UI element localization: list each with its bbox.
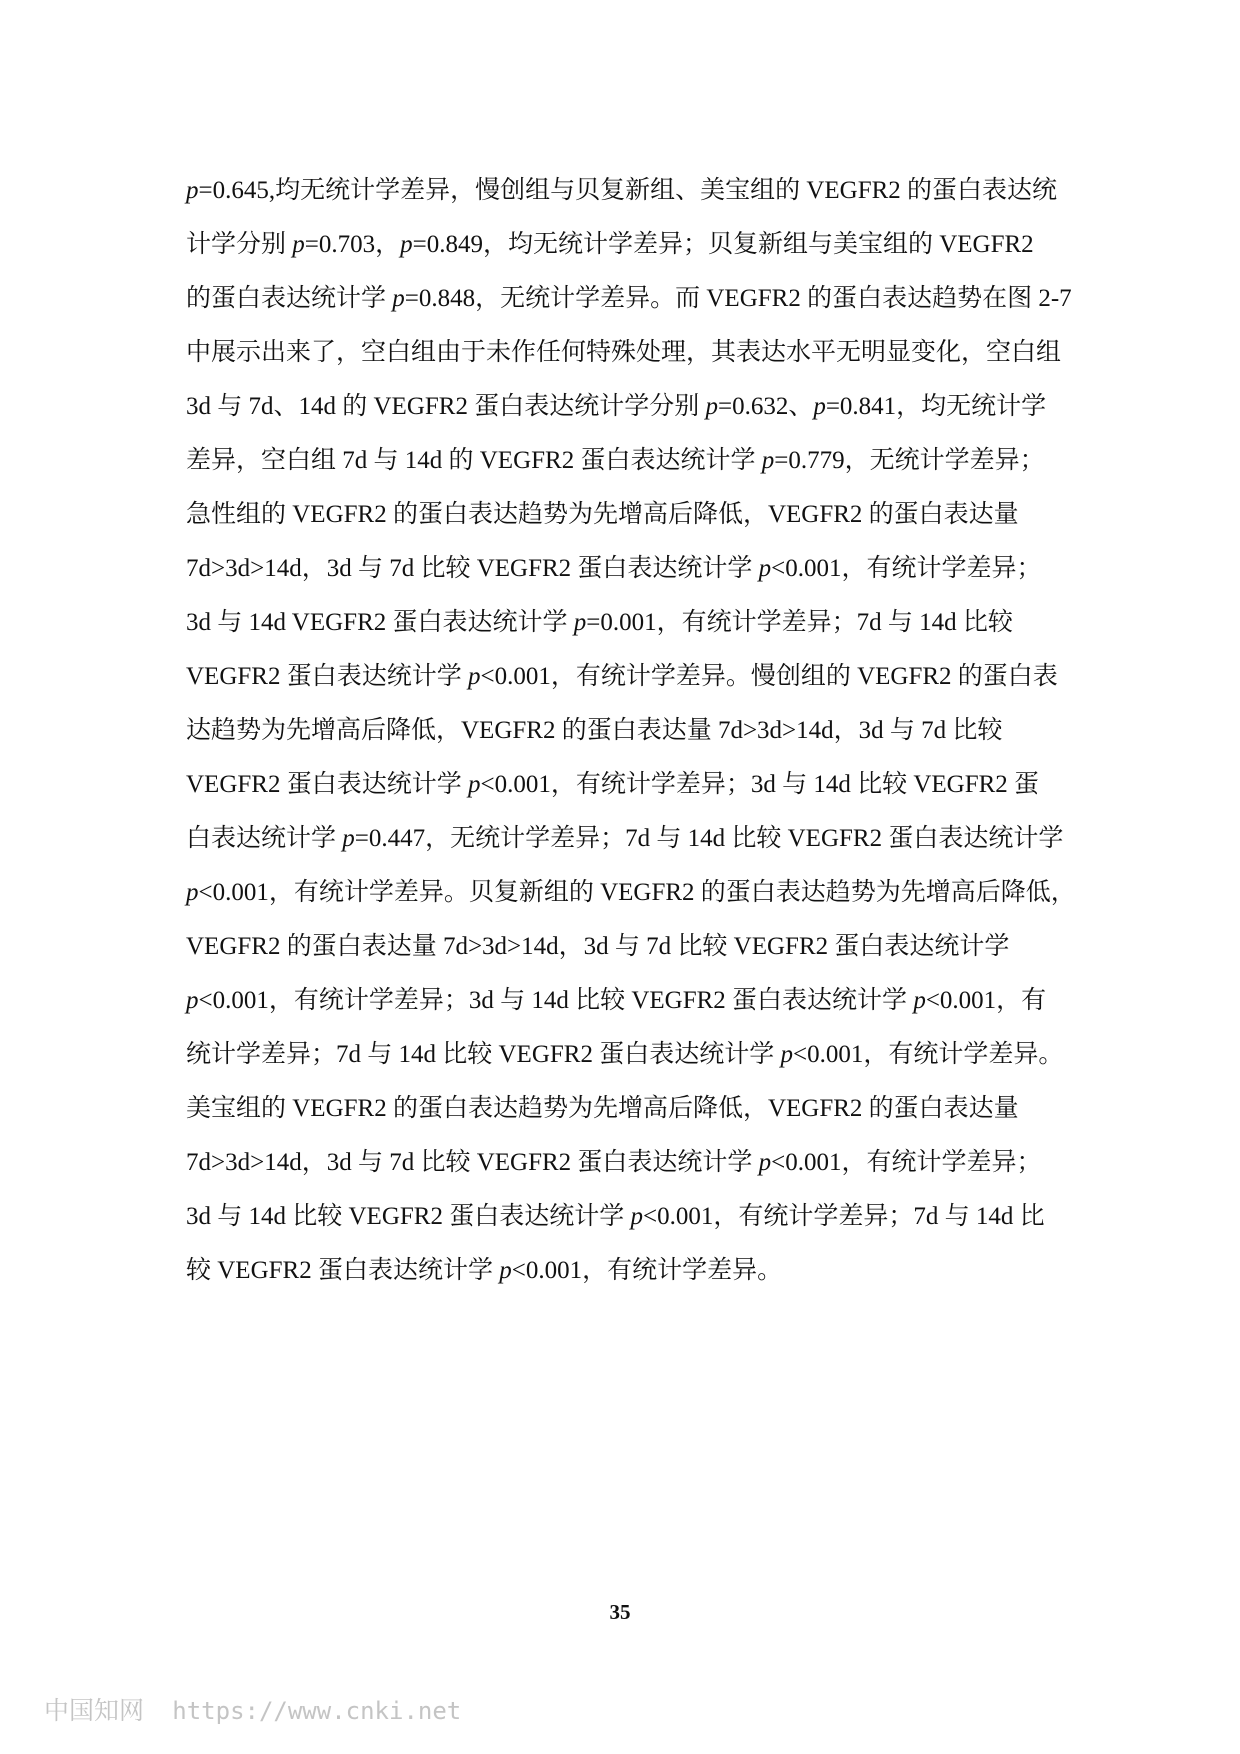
watermark-url: https://www.cnki.net <box>172 1697 462 1725</box>
text-line: 中展示出来了，空白组由于未作任何特殊处理，其表达水平无明显变化，空白组 <box>186 339 1062 366</box>
watermark <box>44 1697 461 1726</box>
text-line: 3d 与 14d 比较 VEGFR2 蛋白表达统计学 p<0.001，有统计学差异；7d 与 14d 比 <box>186 1203 1045 1230</box>
text-line: p<0.001，有统计学差异；3d 与 14d 比较 VEGFR2 蛋白表达统计学 p<0.001，有 <box>186 987 1047 1014</box>
body-text <box>186 164 1076 1298</box>
text-line: 3d 与 7d、14d 的 VEGFR2 蛋白表达统计学分别 p=0.632、p=0.841，均无统计学 <box>186 393 1047 420</box>
text-line: p=0.645,均无统计学差异，慢创组与贝复新组、美宝组的 VEGFR2 的蛋白表达统 <box>186 177 1058 204</box>
text-line: 达趋势为先增高后降低，VEGFR2 的蛋白表达量 7d>3d>14d，3d 与 7d 比较 <box>186 717 1003 744</box>
text-line: 较 VEGFR2 蛋白表达统计学 p<0.001，有统计学差异。 <box>186 1257 783 1284</box>
text-line: VEGFR2 蛋白表达统计学 p<0.001，有统计学差异。慢创组的 VEGFR2 的蛋白表 <box>186 663 1058 690</box>
text-line: 计学分别 p=0.703，p=0.849，均无统计学差异；贝复新组与美宝组的 VEGFR2 <box>186 231 1034 258</box>
text-line: 白表达统计学 p=0.447，无统计学差异；7d 与 14d 比较 VEGFR2 蛋白表达统计学 <box>186 825 1064 852</box>
text-line: 7d>3d>14d，3d 与 7d 比较 VEGFR2 蛋白表达统计学 p<0.001，有统计学差异； <box>186 555 1042 582</box>
text-line: 3d 与 14d VEGFR2 蛋白表达统计学 p=0.001，有统计学差异；7d 与 14d 比较 <box>186 609 1013 636</box>
text-line: VEGFR2 蛋白表达统计学 p<0.001，有统计学差异；3d 与 14d 比较 VEGFR2 蛋 <box>186 771 1040 798</box>
text-line: 美宝组的 VEGFR2 的蛋白表达趋势为先增高后降低，VEGFR2 的蛋白表达量 <box>186 1095 1019 1122</box>
text-line: 统计学差异；7d 与 14d 比较 VEGFR2 蛋白表达统计学 p<0.001，有统计学差异。 <box>186 1041 1064 1068</box>
page-number: 35 <box>609 1600 631 1624</box>
watermark-brand: 中国知网 <box>44 1698 145 1725</box>
text-line: 的蛋白表达统计学 p=0.848，无统计学差异。而 VEGFR2 的蛋白表达趋势在图 2-7 <box>186 285 1072 312</box>
text-line: 急性组的 VEGFR2 的蛋白表达趋势为先增高后降低，VEGFR2 的蛋白表达量 <box>186 501 1019 528</box>
text-line: 7d>3d>14d，3d 与 7d 比较 VEGFR2 蛋白表达统计学 p<0.001，有统计学差异； <box>186 1149 1042 1176</box>
text-line: 差异，空白组 7d 与 14d 的 VEGFR2 蛋白表达统计学 p=0.779，无统计学差异； <box>186 447 1045 474</box>
text-line: p<0.001，有统计学差异。贝复新组的 VEGFR2 的蛋白表达趋势为先增高后降低， <box>186 879 1076 906</box>
text-line: VEGFR2 的蛋白表达量 7d>3d>14d，3d 与 7d 比较 VEGFR2 蛋白表达统计学 <box>186 933 1010 960</box>
